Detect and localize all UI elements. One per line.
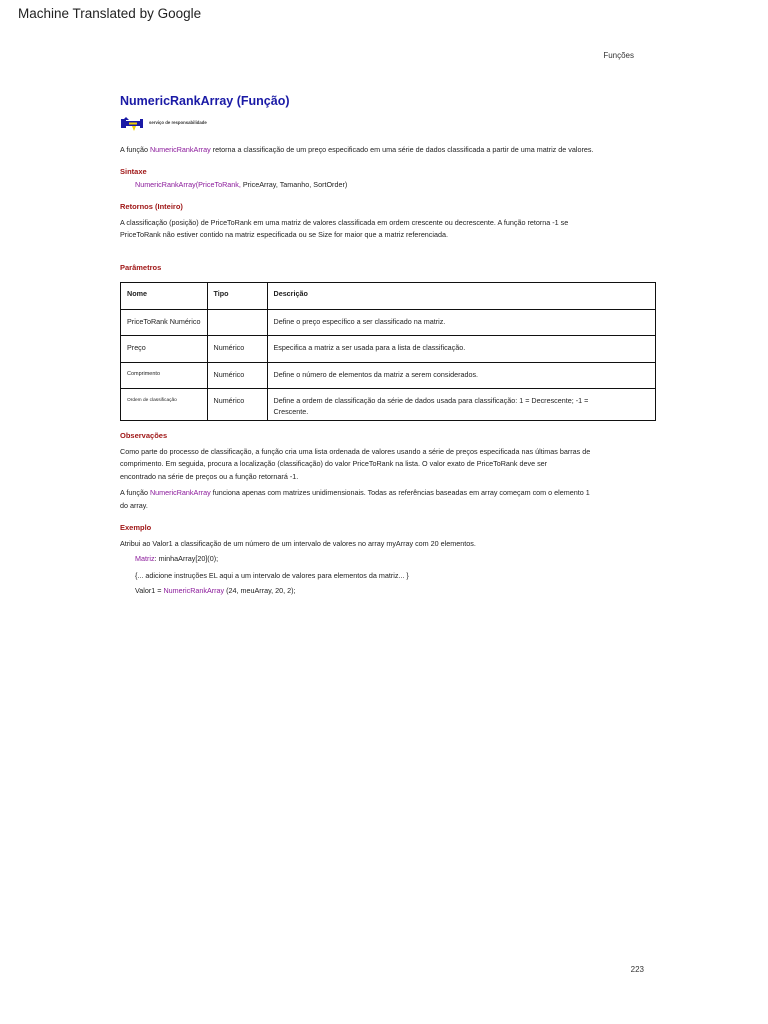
example-code-line: Valor1 = NumericRankArray (24, meuArray, 20, 2); — [135, 586, 296, 595]
remarks-heading: Observações — [120, 431, 168, 440]
intro-paragraph: A função NumericRankArray retorna a classificação de um preço especificado em uma série de dados classificada a partir de uma matriz de valores. — [120, 144, 594, 154]
table-row — [121, 389, 656, 421]
example-code-line: Matriz: minhaArray[20](0); — [135, 554, 219, 563]
document-content — [120, 95, 656, 598]
badge-label: serviço de responsabilidade — [149, 120, 207, 125]
remarks-text-2: A função NumericRankArray funciona apenas com matrizes unidimensionais. Todas as referências baseadas em array começam com o elemento 1 do array. — [120, 488, 590, 510]
syntax-func-link[interactable]: NumericRankArray(PriceToRank, — [135, 179, 241, 189]
param-name: Comprimento — [121, 362, 208, 389]
param-type: Numérico — [207, 336, 267, 363]
function-badge — [120, 114, 656, 132]
example-heading: Exemplo — [120, 523, 152, 532]
section-name: Funções — [603, 51, 634, 60]
param-type: Numérico — [207, 362, 267, 389]
col-header-desc: Descrição — [267, 283, 656, 310]
param-name: PriceToRank Numérico — [121, 309, 208, 336]
param-name: Preço — [121, 336, 208, 363]
remarks-text: Como parte do processo de classificação, a função cria uma lista ordenada de valores usando a série de preços especificada nas últimas barras de comprimento. Em seguida, procura a localização (classificação) do valor PriceToRank na lista. O valor exato de PriceToRank deve ser encontrado na série de preços ou a função retornará -1. — [120, 446, 591, 481]
table-row — [121, 362, 656, 389]
table-row — [121, 309, 656, 336]
page-title: NumericRankArray (Função) — [120, 94, 290, 108]
col-header-name: Nome — [121, 283, 208, 310]
param-desc: Especifica a matriz a ser usada para a lista de classificação. — [267, 336, 656, 363]
returns-text: A classificação (posição) de PriceToRank em uma matriz de valores classificada em ordem crescente ou decrescente. A função retorna -1 se PriceToRank não estiver contido na matriz especificada ou se Size for maior que a matriz referenciada. — [120, 217, 569, 239]
parameters-table — [120, 282, 656, 421]
example-function-link[interactable]: NumericRankArray — [163, 586, 225, 595]
returns-heading: Retornos (Inteiro) — [120, 202, 183, 211]
remarks-function-link[interactable]: NumericRankArray — [149, 488, 211, 497]
param-type — [207, 309, 267, 336]
table-header-row — [121, 283, 656, 310]
function-icon — [120, 116, 147, 132]
param-type: Numérico — [207, 389, 267, 421]
params-heading: Parâmetros — [120, 262, 162, 272]
machine-translation-banner: Machine Translated by Google — [18, 6, 202, 21]
col-header-type: Tipo — [207, 283, 267, 310]
table-row — [121, 336, 656, 363]
function-link[interactable]: NumericRankArray — [149, 144, 211, 154]
page-number: 223 — [630, 965, 644, 974]
param-desc: Define o número de elementos da matriz a serem considerados. — [267, 362, 656, 389]
syntax-line: NumericRankArray(PriceToRank, PriceArray, Tamanho, SortOrder) — [135, 179, 348, 189]
param-desc: Define a ordem de classificação da série de dados usada para classificação: 1 = Decrescente; -1 = Crescente. — [267, 389, 656, 421]
param-desc: Define o preço específico a ser classificado na matriz. — [267, 309, 656, 336]
example-code-line: {... adicione instruções EL aqui a um intervalo de valores para elementos da matriz... } — [135, 570, 409, 580]
example-desc: Atribui ao Valor1 a classificação de um número de um intervalo de valores no array myArray com 20 elementos. — [120, 538, 476, 548]
array-keyword-link[interactable]: Matriz — [135, 554, 155, 563]
param-name: Ordem de classificação — [121, 389, 208, 421]
syntax-heading: Sintaxe — [120, 167, 147, 176]
